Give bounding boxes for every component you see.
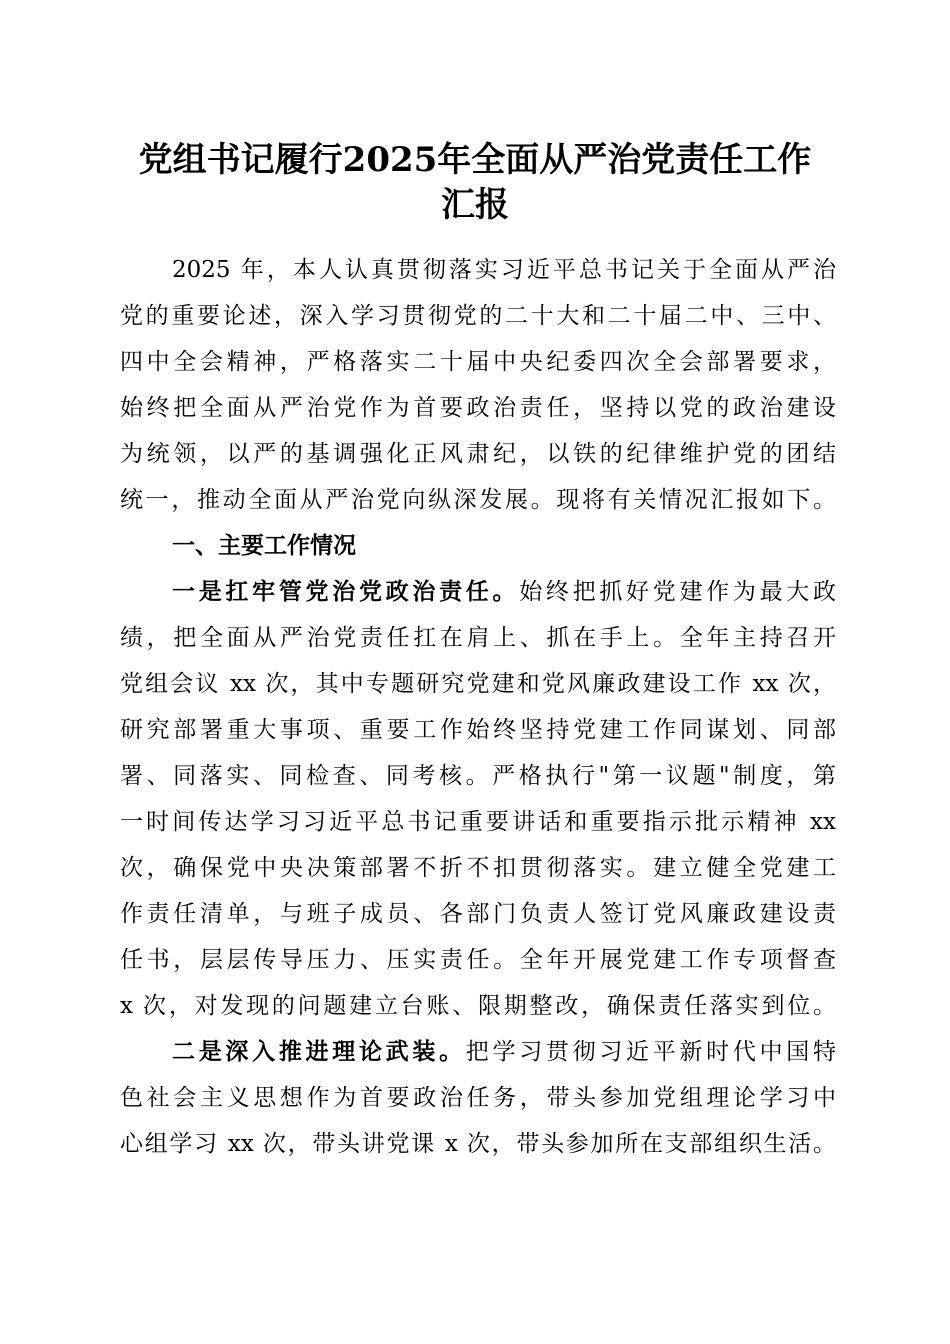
paragraph-line: 任书，层层传导压力、压实责任。全年开展党建工作专项督查 <box>120 947 836 973</box>
section-heading: 一、主要工作情况 <box>172 533 356 559</box>
item-lead-rest: 把学习贯彻习近平新时代中国特 <box>465 1039 837 1065</box>
document-title-line-1: 党组书记履行2025年全面从严治党责任工作 <box>138 140 812 180</box>
paragraph-line: 党组会议 xx 次，其中专题研究党建和党风廉政建设工作 xx 次， <box>120 671 836 697</box>
item-lead-rest: 始终把抓好党建作为最大政 <box>519 579 837 605</box>
paragraph-line: 署、同落实、同检查、同考核。严格执行"第一议题"制度，第 <box>120 763 836 789</box>
item-1-paragraph <box>120 569 836 1029</box>
document-body <box>120 247 836 1167</box>
paragraph-line: 2025 年，本人认真贯彻落实习近平总书记关于全面从严治 <box>172 257 836 283</box>
paragraph-line: 研究部署重大事项、重要工作始终坚持党建工作同谋划、同部 <box>120 717 836 743</box>
paragraph-line: 心组学习 xx 次，带头讲党课 x 次，带头参加所在支部组织生活。 <box>120 1131 836 1157</box>
paragraph-line: 统一，推动全面从严治党向纵深发展。现将有关情况汇报如下。 <box>120 487 836 513</box>
paragraph-line <box>120 1029 836 1075</box>
paragraph-line: 一时间传达学习习近平总书记重要讲话和重要指示批示精神 xx <box>120 809 836 835</box>
paragraph-line: 为统领，以严的基调强化正风肃纪，以铁的纪律维护党的团结 <box>120 441 836 467</box>
paragraph-line: 四中全会精神，严格落实二十届中央纪委四次全会部署要求， <box>120 349 836 375</box>
paragraph-line: 党的重要论述，深入学习贯彻党的二十大和二十届二中、三中、 <box>120 303 836 329</box>
paragraph-line: 绩，把全面从严治党责任扛在肩上、抓在手上。全年主持召开 <box>120 625 836 651</box>
item-2-paragraph <box>120 1029 836 1167</box>
intro-paragraph <box>120 247 836 523</box>
paragraph-line: x 次，对发现的问题建立台账、限期整改，确保责任落实到位。 <box>120 993 836 1019</box>
paragraph-line: 始终把全面从严治党作为首要政治责任，坚持以党的政治建设 <box>120 395 836 421</box>
paragraph-line: 色社会主义思想作为首要政治任务，带头参加党组理论学习中 <box>120 1085 836 1111</box>
item-lead: 一是扛牢管党治党政治责任。 <box>172 579 520 605</box>
document-title-line-2: 汇报 <box>441 185 509 225</box>
paragraph-line: 次，确保党中央决策部署不折不扣贯彻落实。建立健全党建工 <box>120 855 836 881</box>
paragraph-line <box>120 569 836 615</box>
paragraph-line: 作责任清单，与班子成员、各部门负责人签订党风廉政建设责 <box>120 901 836 927</box>
item-lead: 二是深入推进理论武装。 <box>172 1039 466 1065</box>
